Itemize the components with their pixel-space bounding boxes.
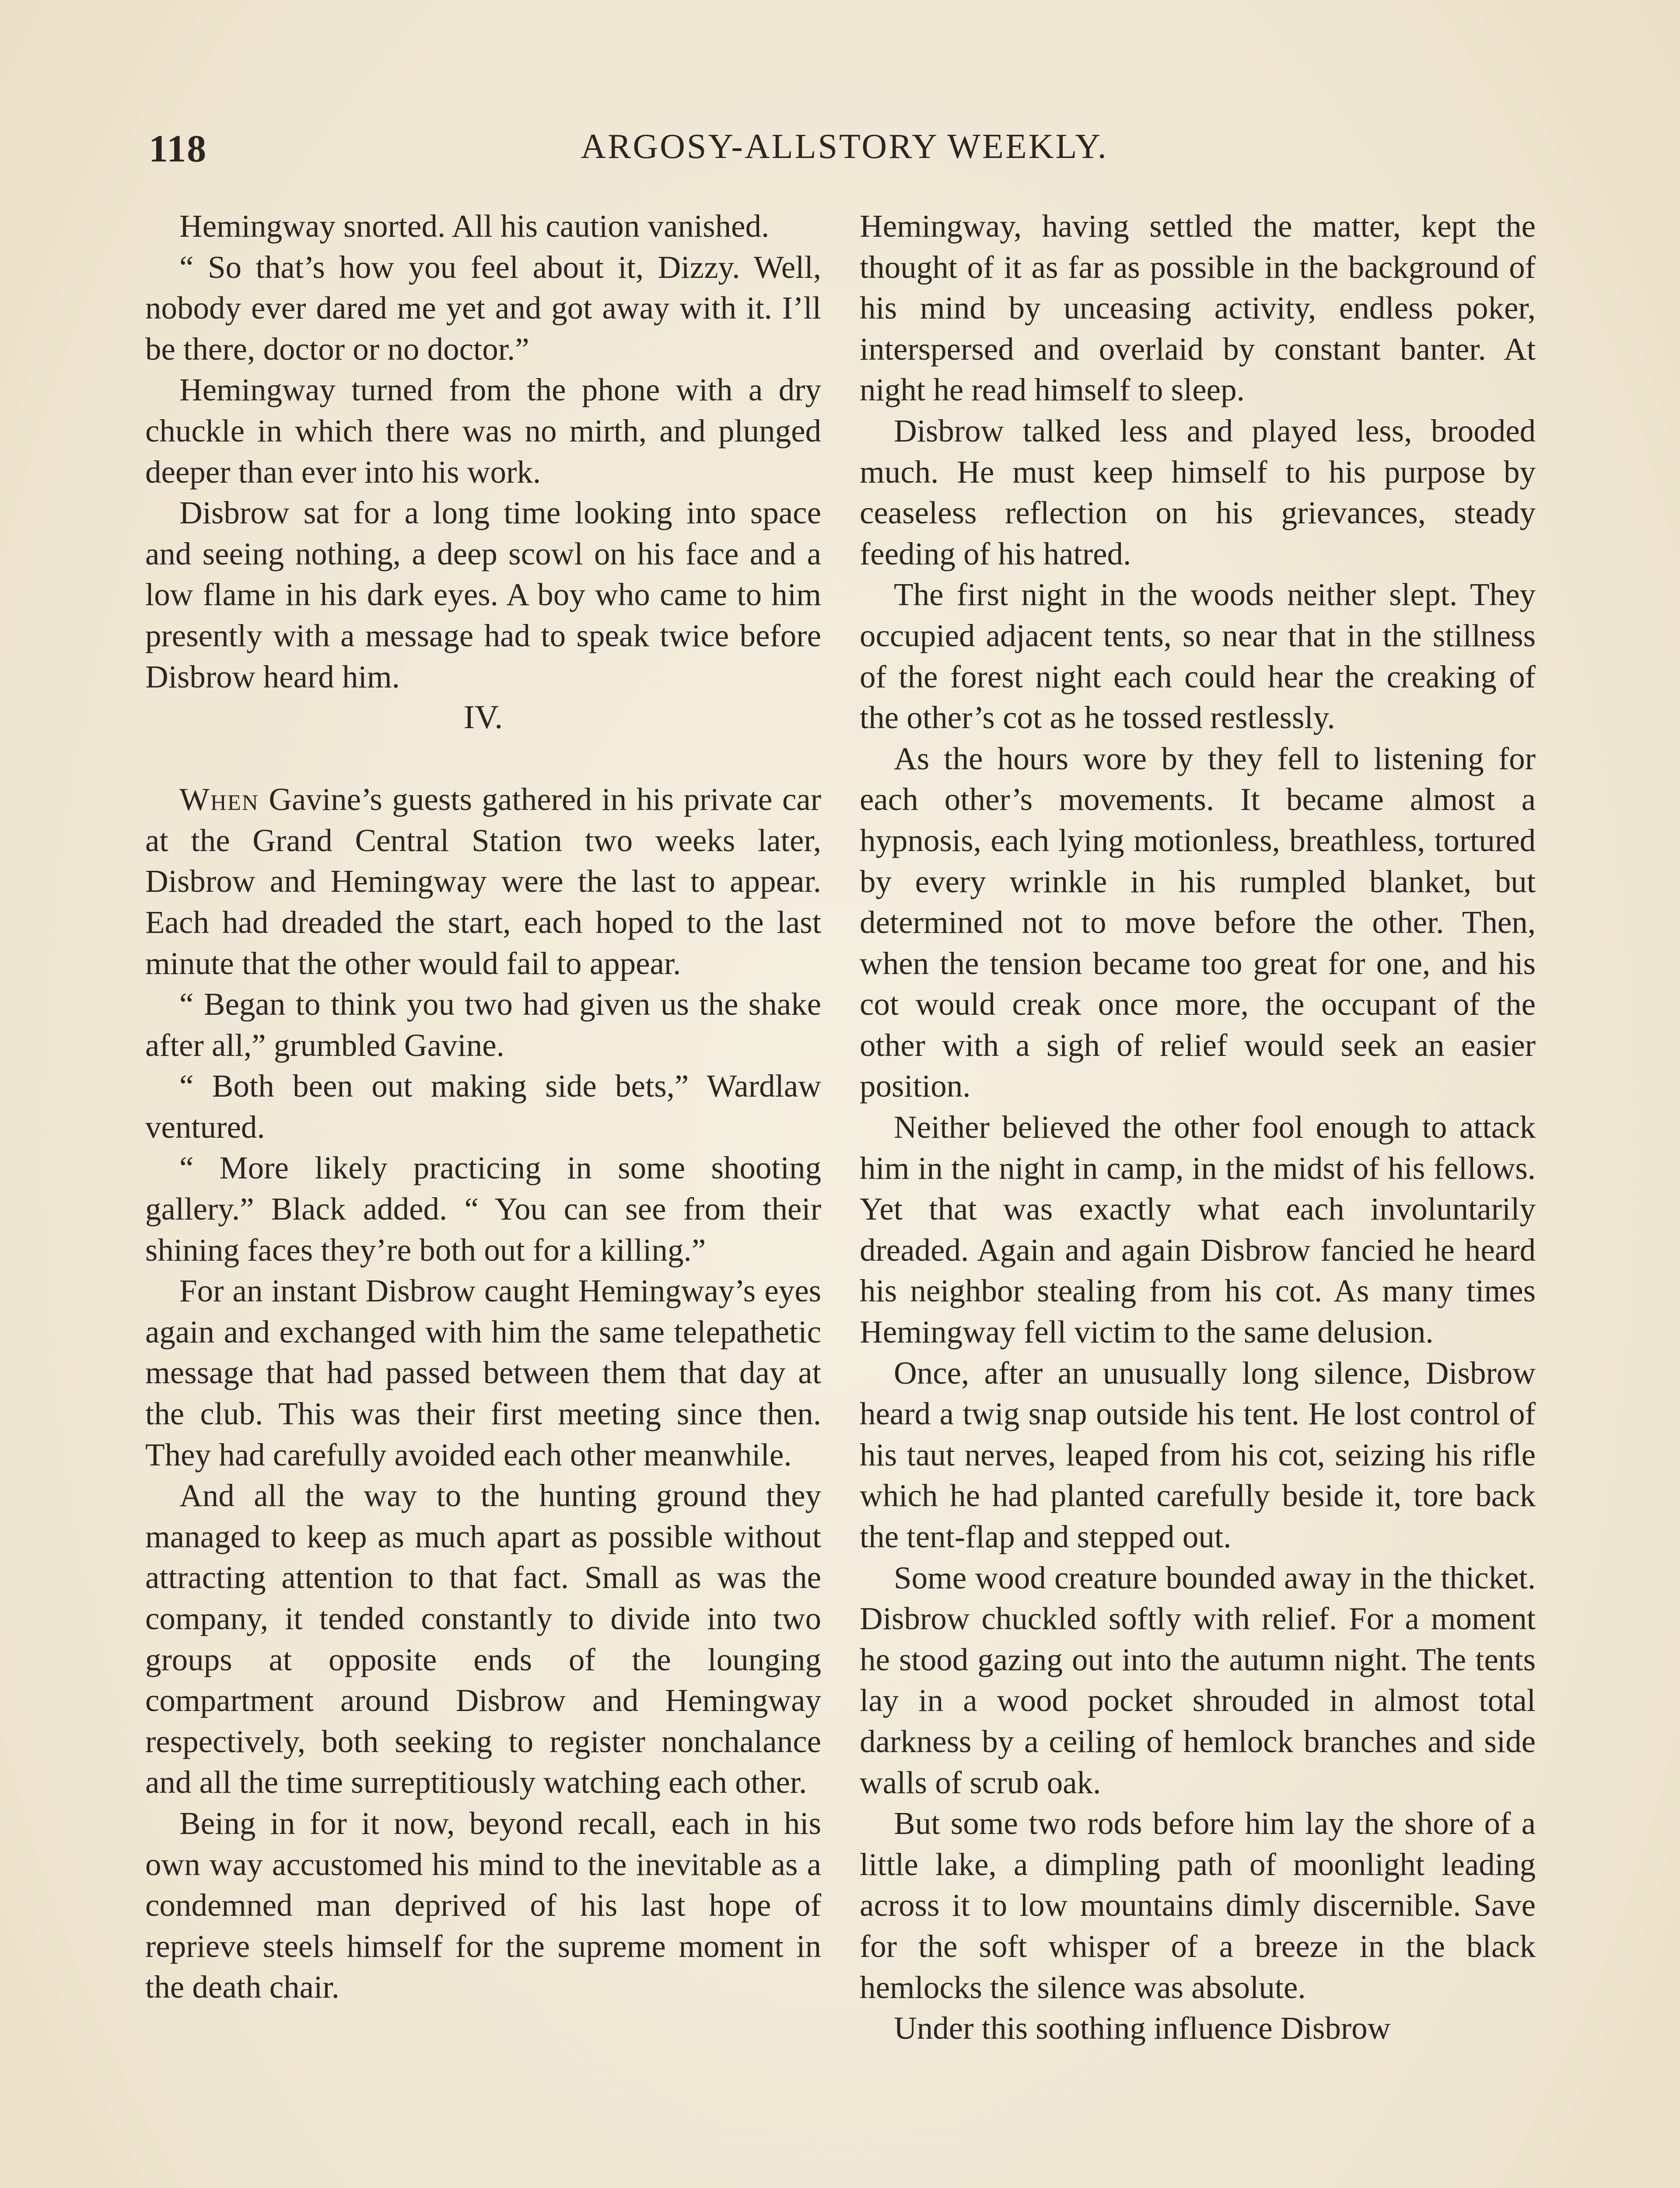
running-head: ARGOSY-ALLSTORY WEEKLY. bbox=[581, 127, 1108, 166]
paragraph: “ So that’s how you feel about it, Dizzy. Well, nobody ever dared me yet and got away with it. I’ll be there, doctor or no doctor.” bbox=[145, 249, 821, 367]
paragraph: “ More likely practicing in some shooting gallery.” Black added. “ You can see from their shining faces they’re both out for a killing.” bbox=[145, 1150, 821, 1268]
section-heading: IV. bbox=[463, 699, 503, 736]
paragraph: Under this soothing influence Disbrow bbox=[894, 2010, 1391, 2046]
section-opening-text: Gavine’s guests gathered in his private car at the Grand Central Station two weeks later, Disbrow and Hemingway were the last to appear. Each had dreaded the start, each hoped to the last minute that the other would fail to appear. bbox=[145, 782, 822, 981]
paragraph: “ Both been out making side bets,” Wardlaw ventured. bbox=[145, 1068, 821, 1145]
paragraph: “ Began to think you two had given us the shake after all,” grumbled Gavine. bbox=[145, 986, 821, 1063]
paragraph: The first night in the woods neither slept. They occupied adjacent tents, so near that in the stillness of the forest night each could hear the creaking of the other’s cot as he tossed restlessly. bbox=[860, 577, 1536, 736]
right-column bbox=[860, 206, 1536, 2049]
paragraph: Disbrow sat for a long time looking into space and seeing nothing, a deep scowl on his face and a low flame in his dark eyes. A boy who came to him presently with a message had to speak twice before Disbrow heard him. bbox=[145, 495, 821, 694]
left-column bbox=[145, 206, 821, 2008]
page-header bbox=[149, 127, 1540, 184]
page-number: 118 bbox=[149, 128, 207, 170]
paragraph: Hemingway snorted. All his caution vanished. bbox=[179, 208, 770, 244]
paragraph: Some wood creature bounded away in the thicket. Disbrow chuckled softly with relief. For a moment he stood gazing out into the autumn night. The tents lay in a wood pocket shrouded in almost total darkness by a ceiling of hemlock branches and side walls of scrub oak. bbox=[860, 1560, 1536, 1800]
paragraph: And all the way to the hunting ground they managed to keep as much apart as possible without attracting attention to that fact. Small as was the company, it tended constantly to divide into two groups at opposite ends of the lounging compartment around Disbrow and Hemingway respectively, both seeking to register nonchalance and all the time surreptitiously watching each other. bbox=[145, 1478, 821, 1800]
section-opening-paragraph bbox=[145, 779, 821, 984]
paragraph: But some two rods before him lay the shore of a little lake, a dimpling path of moonlight leading across it to low mountains dimly discernible. Save for the soft whisper of a breeze in the black hemlocks the silence was absolute. bbox=[860, 1806, 1536, 2005]
paragraph: As the hours wore by they fell to listening for each other’s movements. It became almost a hypnosis, each lying motionless, breathless, tortured by every wrinkle in his rumpled blanket, but determined not to move before the other. Then, when the tension became too great for one, and his cot would creak once more, the occupant of the other with a sigh of relief would seek an easier position. bbox=[860, 740, 1536, 1104]
paragraph: Hemingway, having settled the matter, kept the thought of it as far as possible in the background of his mind by unceasing activity, endless poker, interspersed and overlaid by constant banter. At night he read himself to sleep. bbox=[860, 208, 1536, 408]
paragraph: Disbrow talked less and played less, brooded much. He must keep himself to his purpose by ceaseless reflection on his grievances, steady feeding of his hatred. bbox=[860, 413, 1536, 572]
paragraph: Once, after an unusually long silence, Disbrow heard a twig snap outside his tent. He lost control of his taut nerves, leaped from his cot, seizing his rifle which he had planted carefully beside it, tore back the tent-flap and stepped out. bbox=[860, 1355, 1536, 1554]
paragraph: For an instant Disbrow caught Hemingway’s eyes again and exchanged with him the same telepathetic message that had passed between them that day at the club. This was their first meeting since then. They had carefully avoided each other meanwhile. bbox=[145, 1273, 821, 1473]
paragraph: Being in for it now, beyond recall, each in his own way accustomed his mind to the inevitable as a condemned man deprived of his last hope of reprieve steels himself for the supreme moment in the death chair. bbox=[145, 1805, 821, 2005]
paragraph: Hemingway turned from the phone with a dry chuckle in which there was no mirth, and plunged deeper than ever into his work. bbox=[145, 372, 821, 490]
paragraph: Neither believed the other fool enough to attack him in the night in camp, in the midst of his fellows. Yet that was exactly what each involuntarily dreaded. Again and again Disbrow fancied he heard his neighbor stealing from his cot. As many times Hemingway fell victim to the same delusion. bbox=[860, 1109, 1536, 1350]
section-first-word: When bbox=[179, 782, 259, 817]
